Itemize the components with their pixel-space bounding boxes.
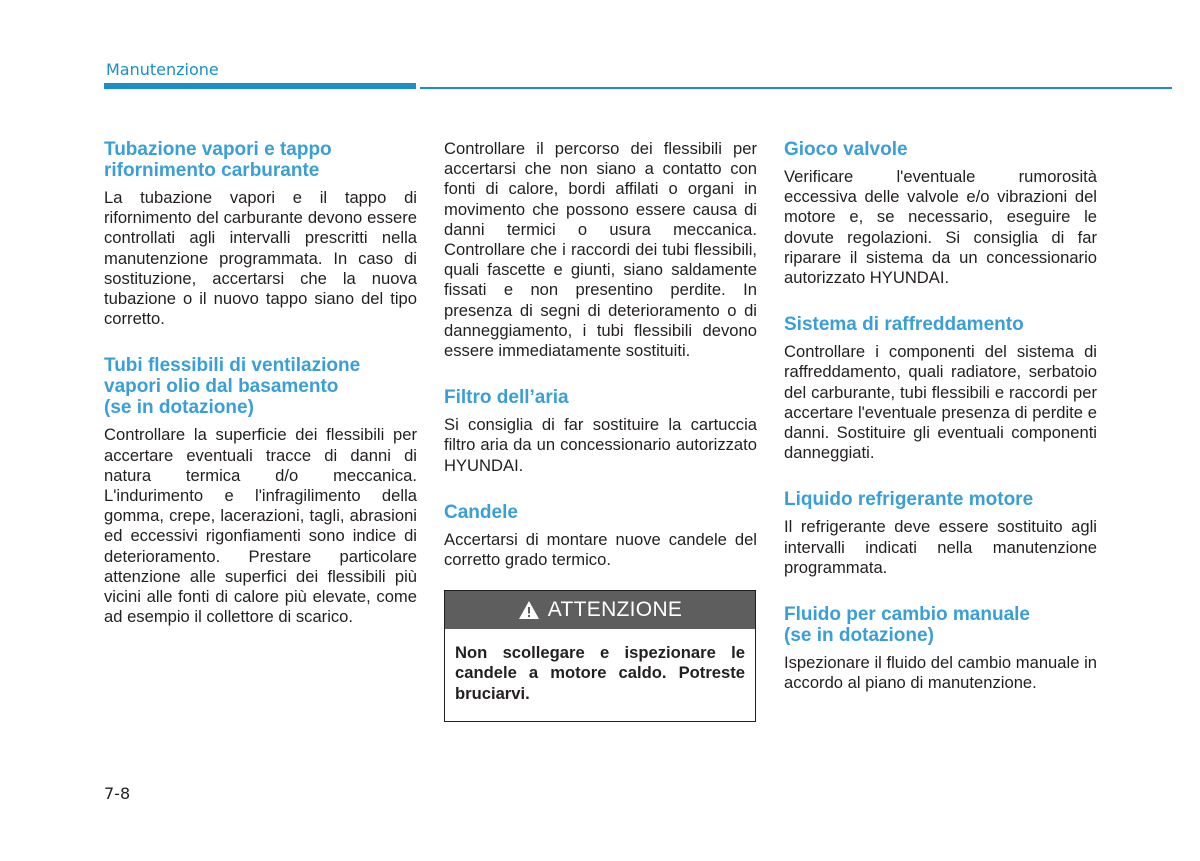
heading-sistema-raffreddamento: Sistema di raffreddamento bbox=[784, 314, 1024, 336]
warning-label: ATTENZIONE bbox=[547, 598, 683, 622]
paragraph-percorso-flessibili: Controllare il percorso dei flessibili per accertarsi che non siano a contatto con fonti di calore, bordi affilati o organi in movimento che possono essere causa di danni termici o usura meccanica. Controllare che i raccordi dei tubi flessibili, quali fascette e giunti, siano saldamente fissati e non presentino perdite. In presenza di segni di deterioramento o di danneggiamento, i tubi flessibili devono essere immediatamente sostituiti. bbox=[444, 139, 757, 361]
paragraph-tubazione-vapori: La tubazione vapori e il tappo di rifornimento del carburante devono essere controllati agli intervalli prescritti nella manutenzione programmata. In caso di sostituzione, accertarsi che la nuova tubazione o il nuovo tappo siano del tipo corretto. bbox=[104, 188, 417, 329]
column-left bbox=[104, 139, 417, 627]
paragraph-gioco-valvole: Verificare l'eventuale rumorosità eccessiva delle valvole e/o vibrazioni del motore e, se necessario, eseguire le dovute regolazioni. Si consiglia di far riparare il sistema da un concessionario autorizzato HYUNDAI. bbox=[784, 167, 1097, 288]
paragraph-candele: Accertarsi di montare nuove candele del corretto grado termico. bbox=[444, 529, 757, 570]
paragraph-sistema-raffreddamento: Controllare i componenti del sistema di raffreddamento, quali radiatore, serbatoio del carburante, tubi flessibili e raccordi per accertare l'eventuale presenza di perdite e danni. Sostituire gli eventuali componenti danneggiati. bbox=[784, 342, 1097, 463]
page-number: 7-8 bbox=[104, 784, 131, 803]
paragraph-tubi-flessibili: Controllare la superficie dei flessibili per accertare eventuali tracce di danni di natura termica d/o meccanica. L'indurimento e l'infragilimento della gomma, crepe, lacerazioni, tagli, abrasioni ed eccessivi rigonfiamenti sono indice di deterioramento. Prestare particolare attenzione alle superfici dei flessibili più vicini alle fonti di calore più elevate, come ad esempio il collettore di scarico. bbox=[104, 425, 417, 627]
warning-triangle-icon bbox=[518, 600, 540, 620]
warning-text: Non scollegare e ispezionare le candele a motore caldo. Potreste bruciarvi. bbox=[455, 643, 745, 703]
column-middle bbox=[444, 139, 757, 722]
heading-liquido-refrigerante: Liquido refrigerante motore bbox=[784, 489, 1034, 511]
heading-candele: Candele bbox=[444, 501, 518, 523]
heading-tubi-flessibili: Tubi flessibili di ventilazione vapori olio dal basamento (se in dotazione) bbox=[104, 355, 361, 419]
heading-tubazione-vapori: Tubazione vapori e tappo rifornimento carburante bbox=[104, 139, 332, 181]
warning-header bbox=[445, 591, 755, 629]
heading-filtro-aria: Filtro dell’aria bbox=[444, 387, 569, 409]
header-rule-thick bbox=[104, 83, 416, 89]
heading-fluido-cambio: Fluido per cambio manuale (se in dotazione) bbox=[784, 604, 1030, 647]
header-rule-thin bbox=[420, 87, 1172, 89]
paragraph-fluido-cambio: Ispezionare il fluido del cambio manuale in accordo al piano di manutenzione. bbox=[784, 653, 1097, 693]
column-right bbox=[784, 139, 1097, 693]
paragraph-liquido-refrigerante: Il refrigerante deve essere sostituito agli intervalli indicati nella manutenzione programmata. bbox=[784, 517, 1097, 577]
section-title: Manutenzione bbox=[106, 60, 219, 79]
paragraph-filtro-aria: Si consiglia di far sostituire la cartuccia filtro aria da un concessionario autorizzato HYUNDAI. bbox=[444, 415, 757, 475]
warning-box bbox=[444, 590, 756, 722]
heading-gioco-valvole: Gioco valvole bbox=[784, 139, 908, 160]
